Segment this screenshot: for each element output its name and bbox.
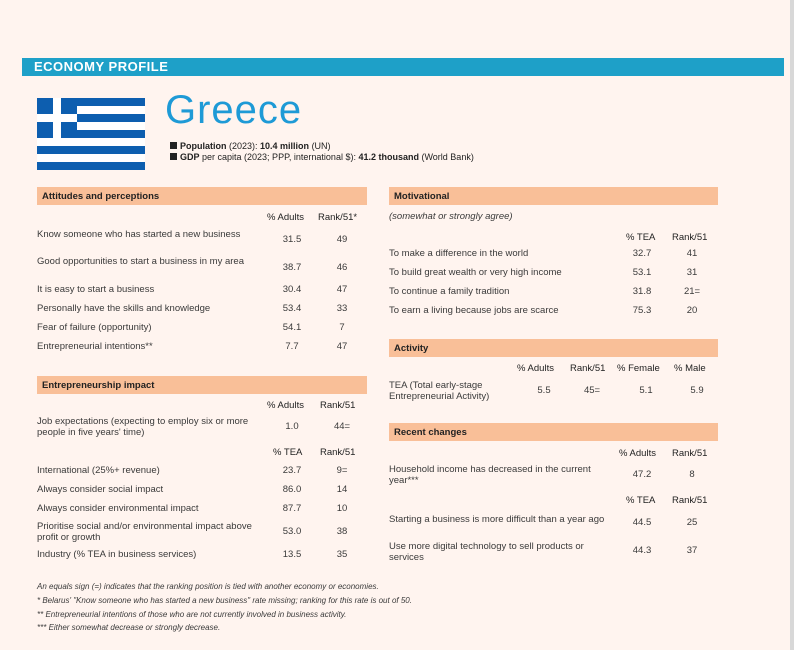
footnote: An equals sign (=) indicates that the ranking position is tied with another economy or economies. xyxy=(37,582,379,591)
recent-row-value: 44.3 xyxy=(632,545,652,556)
motivational-col-rank: Rank/51 xyxy=(672,232,708,243)
activity-col-female: % Female xyxy=(617,363,660,374)
impact-col-tea: % TEA xyxy=(273,447,303,458)
impact-row-rank: 14 xyxy=(336,484,348,495)
motivational-row-value: 32.7 xyxy=(632,248,652,259)
attitudes-row-rank: 7 xyxy=(339,322,345,333)
recent-col-rank: Rank/51 xyxy=(672,448,708,459)
attitudes-col-rank: Rank/51* xyxy=(318,212,358,223)
attitudes-row-rank: 49 xyxy=(336,234,348,245)
motivational-row-value: 75.3 xyxy=(632,305,652,316)
recent-row-label: Use more digital technology to sell products or services xyxy=(389,541,584,563)
attitudes-row-label: Fear of failure (opportunity) xyxy=(37,322,152,333)
impact-row-rank: 35 xyxy=(336,549,348,560)
attitudes-row-rank: 46 xyxy=(336,262,348,273)
motivational-row-label: To make a difference in the world xyxy=(389,248,529,259)
population-line: Population (2023): 10.4 million (UN) xyxy=(170,141,331,151)
motivational-row-value: 31.8 xyxy=(632,286,652,297)
attitudes-row-value: 38.7 xyxy=(282,262,302,273)
recent-header: Recent changes xyxy=(389,423,718,441)
impact-row-label: Industry (% TEA in business services) xyxy=(37,549,197,560)
impact-row-value: 13.5 xyxy=(282,549,302,560)
motivational-row-label: To earn a living because jobs are scarce xyxy=(389,305,559,316)
impact-row-value: 86.0 xyxy=(282,484,302,495)
attitudes-row-label: Entrepreneurial intentions** xyxy=(37,341,153,352)
motivational-row-rank: 31 xyxy=(686,267,698,278)
country-title: Greece xyxy=(165,88,303,132)
activity-col-male: % Male xyxy=(674,363,706,374)
motivational-row-value: 53.1 xyxy=(632,267,652,278)
impact-row-rank: 38 xyxy=(336,526,348,537)
bullet-square-icon xyxy=(170,142,177,149)
motivational-row-rank: 21= xyxy=(683,286,701,297)
impact-row-value: 53.0 xyxy=(282,526,302,537)
impact-col-rank: Rank/51 xyxy=(320,400,356,411)
attitudes-row-label: It is easy to start a business xyxy=(37,284,155,295)
impact-row-value: 23.7 xyxy=(282,465,302,476)
motivational-row-label: To continue a family tradition xyxy=(389,286,510,297)
impact-col-rank-2: Rank/51 xyxy=(320,447,356,458)
impact-row-value: 87.7 xyxy=(282,503,302,514)
band-label: ECONOMY PROFILE xyxy=(34,59,169,74)
greece-flag-icon xyxy=(37,98,145,170)
impact-row-label: Always consider environmental impact xyxy=(37,503,199,514)
recent-household-rank: 8 xyxy=(689,469,695,480)
motivational-row-rank: 20 xyxy=(686,305,698,316)
impact-row-label: Always consider social impact xyxy=(37,484,164,495)
recent-row-rank: 37 xyxy=(686,545,698,556)
impact-job-value: 1.0 xyxy=(285,421,299,432)
attitudes-row-rank: 33 xyxy=(336,303,348,314)
activity-col-adults: % Adults xyxy=(517,363,554,374)
attitudes-row-value: 7.7 xyxy=(285,341,299,352)
recent-col-rank-2: Rank/51 xyxy=(672,495,708,506)
impact-col-adults: % Adults xyxy=(267,400,304,411)
impact-row-rank: 10 xyxy=(336,503,348,514)
footnote: *** Either somewhat decrease or strongly decrease. xyxy=(37,623,221,632)
motivational-row-rank: 41 xyxy=(686,248,698,259)
attitudes-row-rank: 47 xyxy=(336,341,348,352)
activity-value: 5.5 xyxy=(537,385,551,396)
attitudes-row-value: 30.4 xyxy=(282,284,302,295)
recent-household-value: 47.2 xyxy=(632,469,652,480)
impact-row-label: Prioritise social and/or environmental impact above profit or growth xyxy=(37,521,252,543)
attitudes-row-value: 54.1 xyxy=(282,322,302,333)
impact-row-label: International (25%+ revenue) xyxy=(37,465,160,476)
impact-job-rank: 44= xyxy=(333,421,351,432)
attitudes-row-label: Personally have the skills and knowledge xyxy=(37,303,211,314)
gdp-line: GDP per capita (2023; PPP, international $): 41.2 thousand (World Bank) xyxy=(170,152,474,162)
motivational-col-tea: % TEA xyxy=(626,232,656,243)
motivational-subtitle: (somewhat or strongly agree) xyxy=(389,211,513,222)
activity-value: 5.1 xyxy=(639,385,653,396)
footnote: ** Entrepreneurial intentions of those who are not currently involved in business activity. xyxy=(37,610,347,619)
activity-tea-label: TEA (Total early-stage Entrepreneurial Activity) xyxy=(389,380,490,402)
recent-col-tea: % TEA xyxy=(626,495,656,506)
activity-value: 45= xyxy=(583,385,601,396)
recent-row-value: 44.5 xyxy=(632,517,652,528)
activity-col-rank: Rank/51 xyxy=(570,363,606,374)
motivational-row-label: To build great wealth or very high income xyxy=(389,267,562,278)
recent-col-adults: % Adults xyxy=(619,448,656,459)
attitudes-col-adults: % Adults xyxy=(267,212,304,223)
activity-header: Activity xyxy=(389,339,718,357)
attitudes-row-label: Know someone who has started a new business xyxy=(37,229,241,240)
attitudes-header: Attitudes and perceptions xyxy=(37,187,367,205)
recent-household-label: Household income has decreased in the current year*** xyxy=(389,464,591,486)
recent-row-rank: 25 xyxy=(686,517,698,528)
impact-header: Entrepreneurship impact xyxy=(37,376,367,394)
attitudes-row-value: 53.4 xyxy=(282,303,302,314)
impact-row-rank: 9= xyxy=(336,465,348,476)
impact-job-label: Job expectations (expecting to employ six or more people in five years' time) xyxy=(37,416,249,438)
attitudes-row-rank: 47 xyxy=(336,284,348,295)
recent-row-label: Starting a business is more difficult than a year ago xyxy=(389,514,605,525)
attitudes-row-label: Good opportunities to start a business in my area xyxy=(37,256,245,267)
attitudes-row-value: 31.5 xyxy=(282,234,302,245)
motivational-header: Motivational xyxy=(389,187,718,205)
activity-value: 5.9 xyxy=(690,385,704,396)
footnote: * Belarus' "Know someone who has started a new business" rate missing; ranking for this rate is out of 50. xyxy=(37,596,412,605)
page-edge xyxy=(790,0,794,650)
bullet-square-icon xyxy=(170,153,177,160)
